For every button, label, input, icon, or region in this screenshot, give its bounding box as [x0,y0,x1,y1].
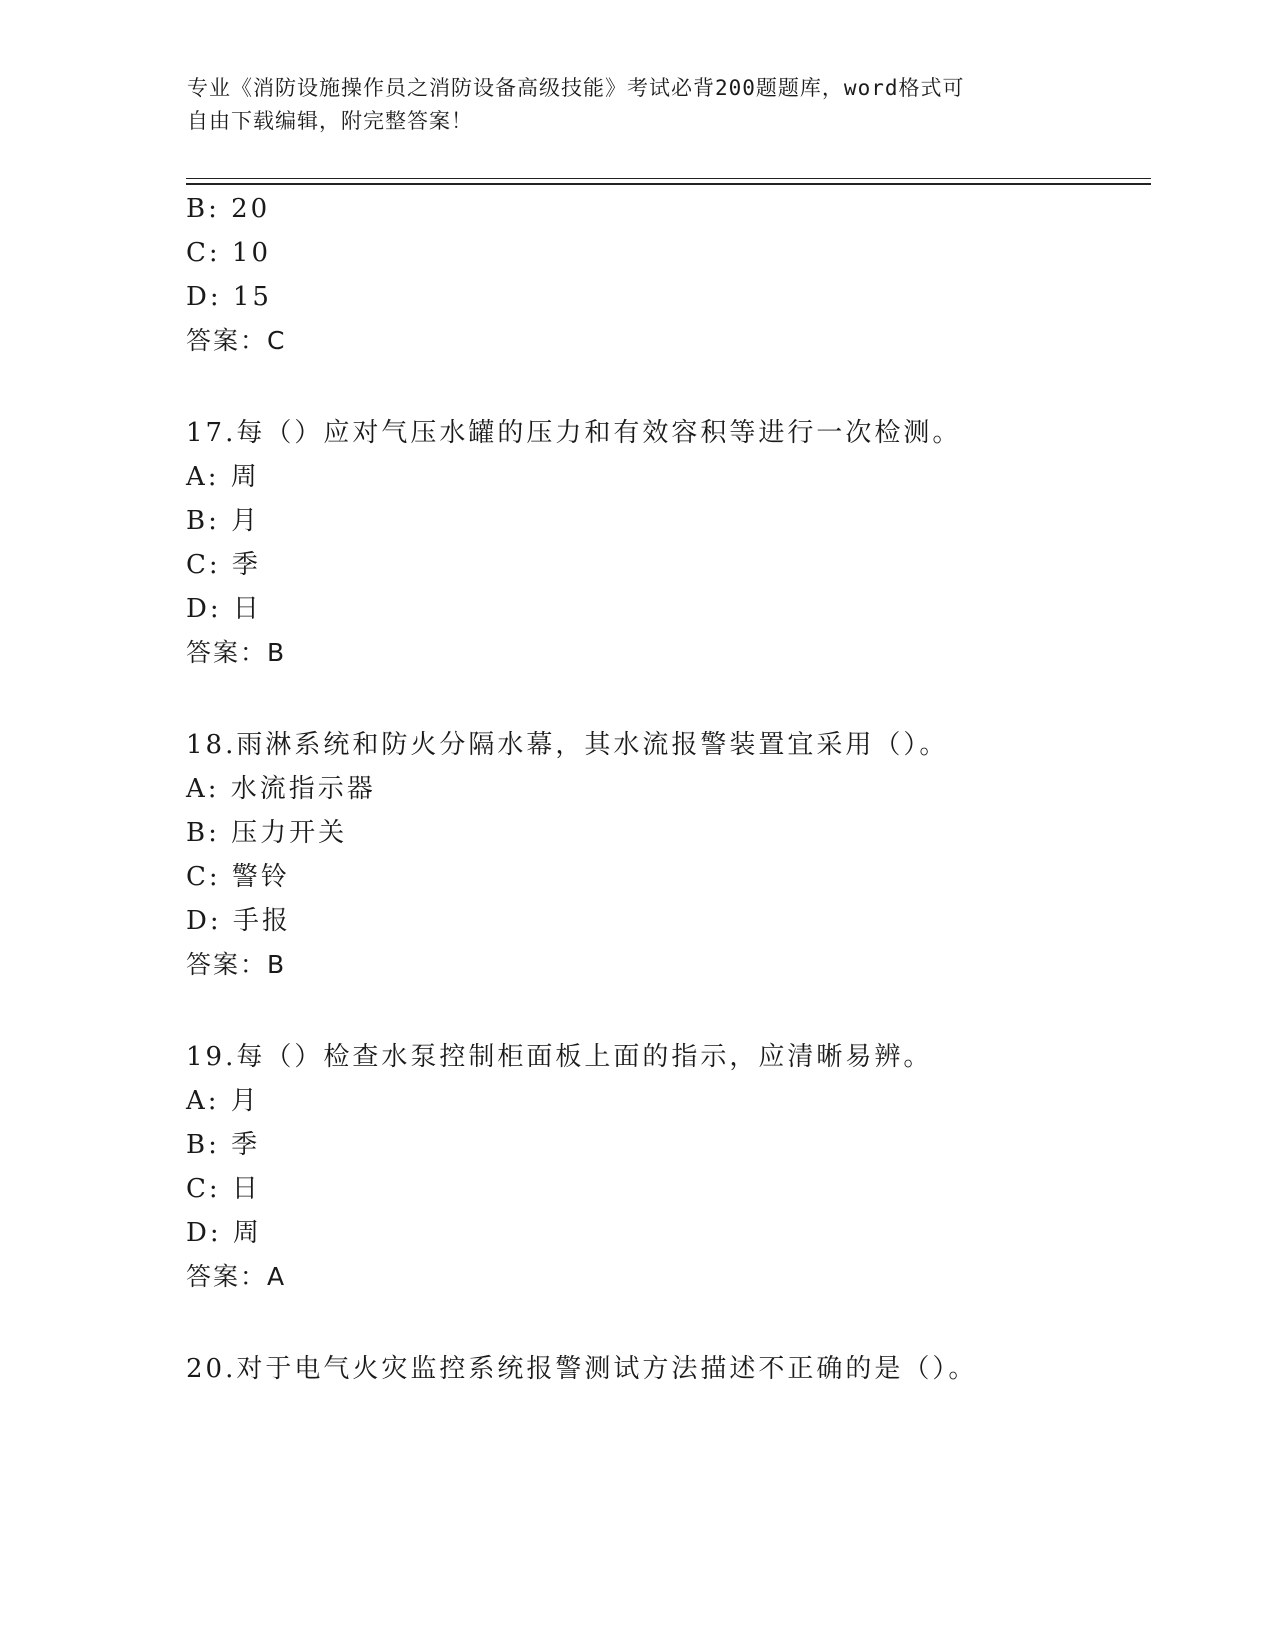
q19-option-c: C: 日 [186,1174,261,1204]
header-line-2: 自由下载编辑，附完整答案！ [187,109,473,133]
q17-option-d: D: 日 [186,594,262,624]
q18-option-d: D: 手报 [186,906,291,936]
q18-answer: 答案：B [186,950,287,979]
q18-option-a: A: 水流指示器 [186,774,376,804]
header-line-1: 专业《消防设施操作员之消防设备高级技能》考试必背200题题库，word格式可 [187,76,965,100]
q17-option-b: B: 月 [186,506,261,536]
q16-option-c: C: 10 [186,238,272,268]
document-header [187,72,1087,138]
q19-answer: 答案：A [186,1262,287,1291]
q18-option-c: C: 警铃 [186,862,290,892]
header-divider-thin [186,178,1151,179]
q19-option-a: A: 月 [186,1086,260,1116]
q18-option-b: B: 压力开关 [186,818,348,848]
q16-option-b: B: 20 [186,194,271,224]
q17-option-a: A: 周 [186,462,260,492]
q20-question: 20.对于电气火灾监控系统报警测试方法描述不正确的是（）。 [186,1354,978,1384]
q16-option-d: D: 15 [186,282,272,312]
q19-option-d: D: 周 [186,1218,262,1248]
header-divider-thick [186,183,1151,185]
q17-question: 17.每（）应对气压水罐的压力和有效容积等进行一次检测。 [186,418,962,448]
q17-option-c: C: 季 [186,550,261,580]
q16-answer: 答案：C [186,326,287,355]
q19-option-b: B: 季 [186,1130,261,1160]
q19-question: 19.每（）检查水泵控制柜面板上面的指示，应清晰易辨。 [186,1042,933,1072]
q18-question: 18.雨淋系统和防火分隔水幕，其水流报警装置宜采用（）。 [186,730,949,760]
q17-answer: 答案：B [186,638,287,667]
